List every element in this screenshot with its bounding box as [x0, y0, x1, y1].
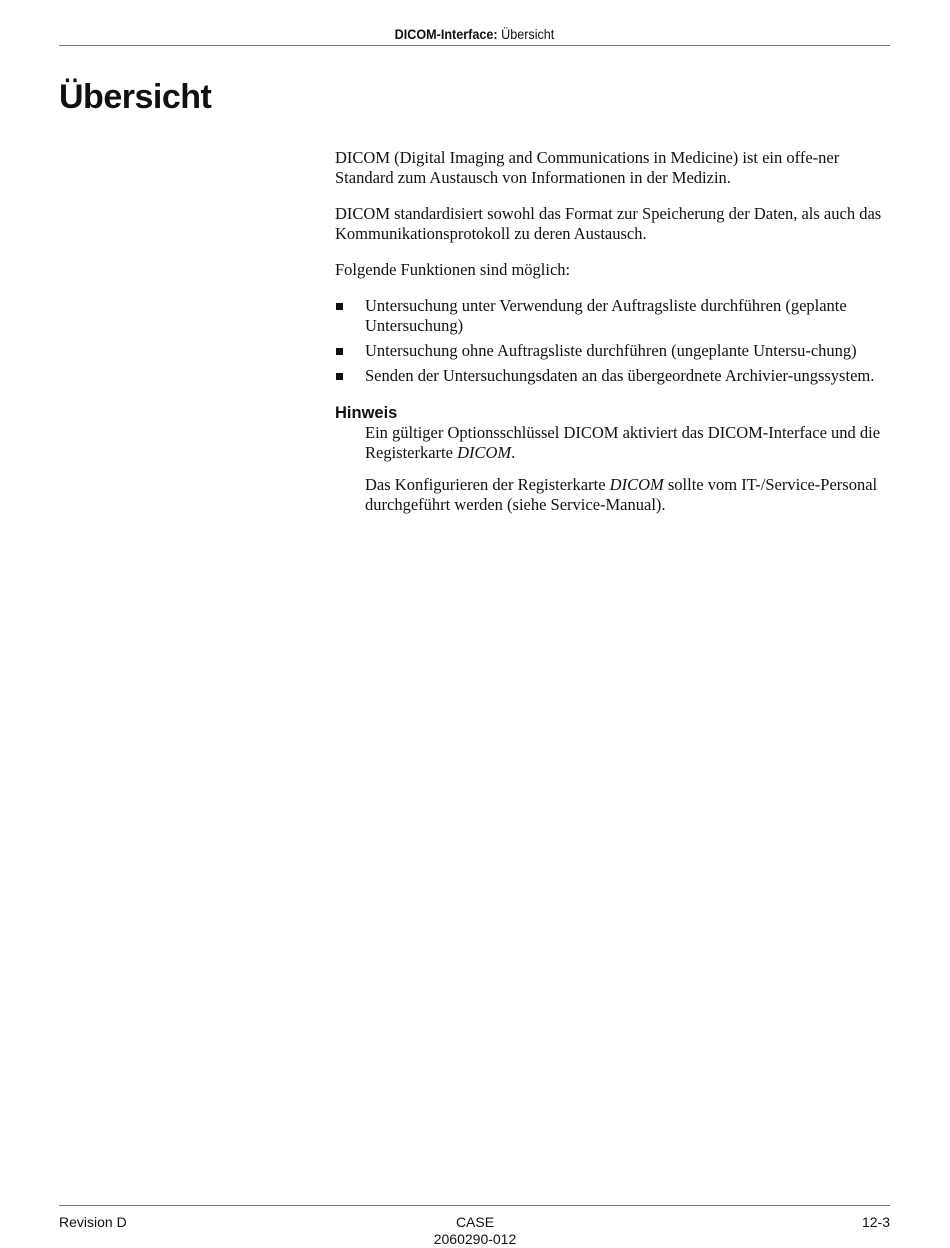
note-body — [335, 423, 891, 515]
header-rule — [59, 45, 890, 46]
running-header-section: DICOM-Interface: — [394, 26, 498, 42]
list-item-text: Untersuchung unter Verwendung der Auftragsliste durchführen (geplante Untersuchung) — [365, 296, 847, 335]
note-heading: Hinweis — [335, 404, 398, 422]
footer-product: CASE — [455, 1214, 495, 1230]
square-bullet-icon — [336, 348, 343, 355]
list-item — [335, 341, 891, 361]
note-p2-emphasis: DICOM — [609, 475, 664, 494]
list-item — [335, 366, 891, 386]
square-bullet-icon — [336, 373, 343, 380]
note-p1-emphasis: DICOM — [457, 443, 512, 462]
functions-intro: Folgende Funktionen sind möglich: — [335, 260, 571, 279]
note-p2-start: Das Konfigurieren der Registerkarte — [365, 475, 606, 494]
note-paragraph-2 — [365, 475, 891, 515]
note-paragraph-1 — [365, 423, 891, 463]
intro-paragraph: DICOM (Digital Imaging and Communications in Medicine) ist ein offe-ner Standard zum Austausch von Informationen in der Medizin. — [335, 148, 840, 187]
list-item-text: Senden der Untersuchungsdaten an das übergeordnete Archivier-ungssystem. — [365, 366, 875, 385]
note-p2-text: sollte vom IT-/Service-Personal durchgeführt werden (siehe Service-Manual). — [365, 475, 878, 514]
footer-part-number: 2060290-012 — [433, 1231, 517, 1247]
standard-paragraph: DICOM standardisiert sowohl das Format zur Speicherung der Daten, als auch das Kommunikationsprotokoll zu deren Austausch. — [335, 204, 882, 243]
note-p1-end: . — [511, 443, 516, 462]
note-p1-text: Ein gültiger Optionsschlüssel DICOM aktiviert das DICOM-Interface und die Registerkarte — [365, 423, 881, 462]
footer-page-number: 12-3 — [861, 1214, 890, 1230]
footer-rule — [59, 1205, 890, 1206]
body-content — [335, 148, 891, 527]
square-bullet-icon — [336, 303, 343, 310]
list-item-text: Untersuchung ohne Auftragsliste durchführen (ungeplante Untersu-chung) — [365, 341, 857, 360]
running-header-topic: Übersicht — [501, 26, 555, 42]
list-item — [335, 296, 891, 336]
page-title: Übersicht — [59, 78, 212, 116]
running-header — [101, 25, 849, 43]
footer-document-id — [375, 1214, 575, 1248]
footer-revision: Revision D — [59, 1214, 127, 1230]
function-list — [335, 296, 891, 386]
